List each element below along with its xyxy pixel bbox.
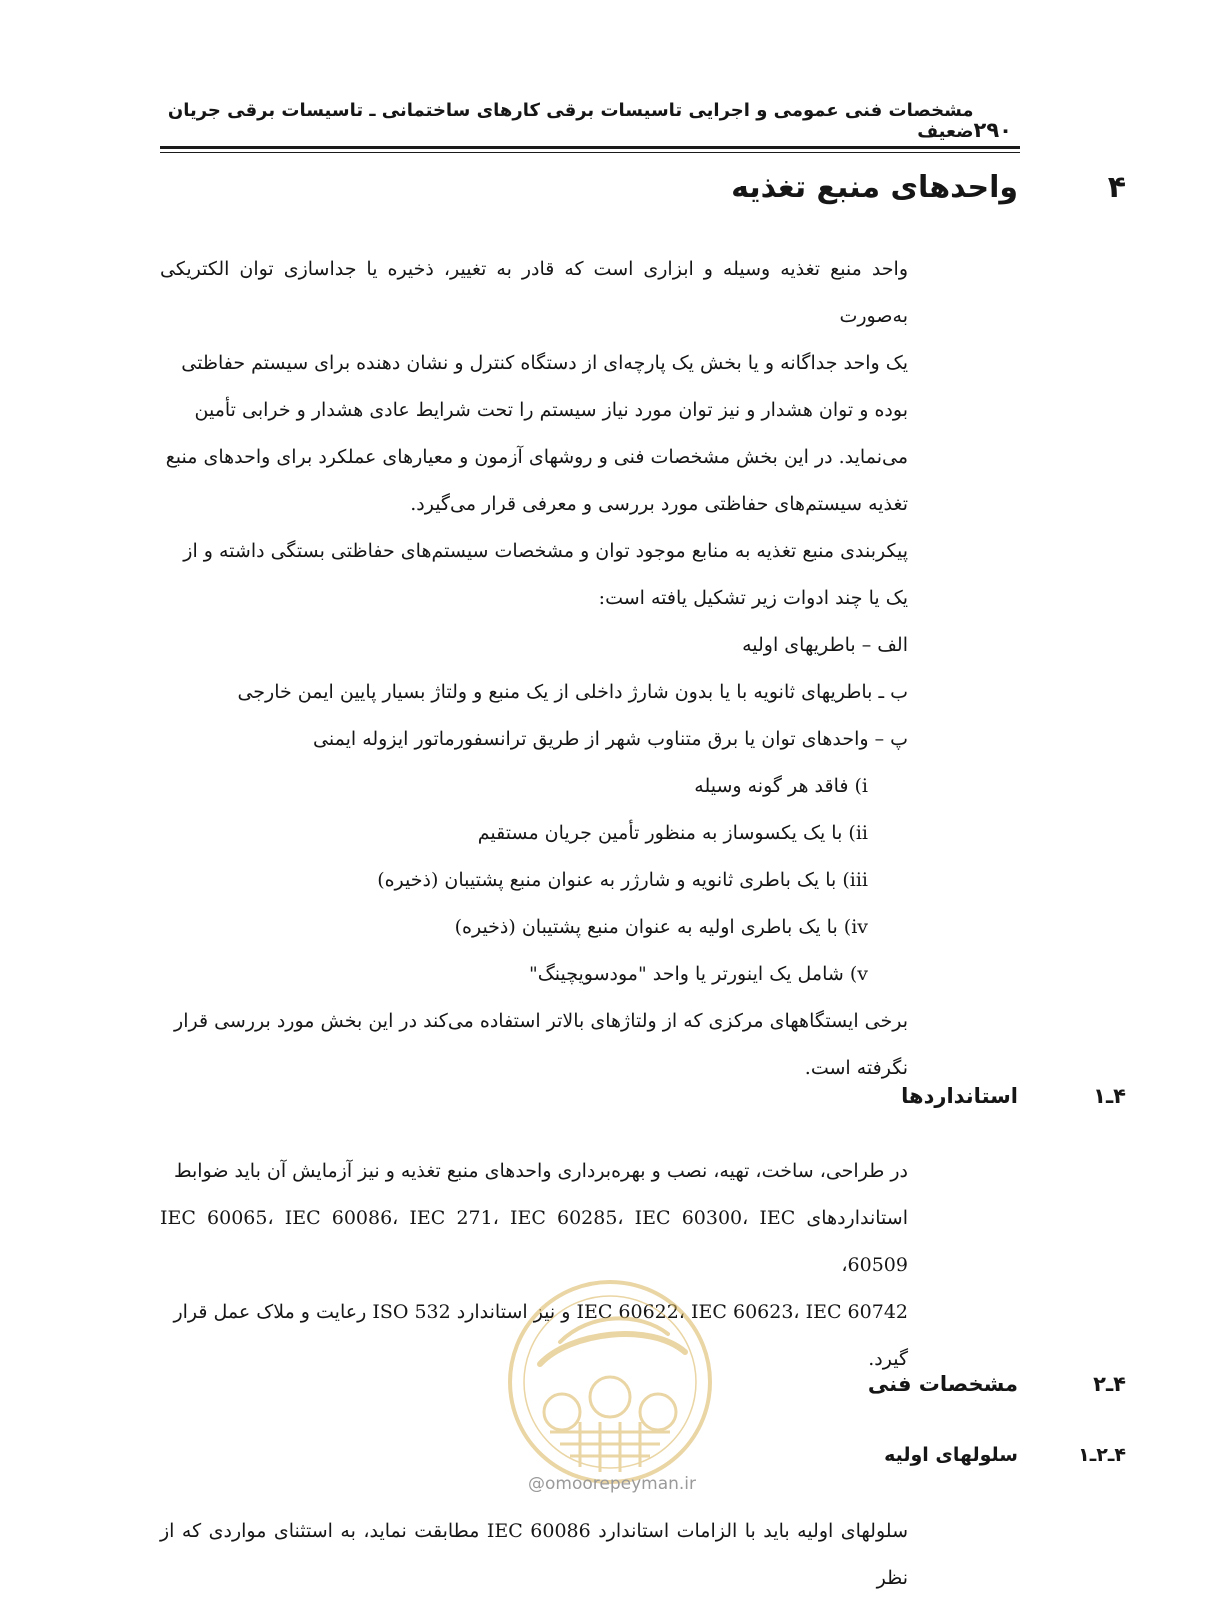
config-line: یک یا چند ادوات زیر تشکیل یافته است: bbox=[598, 587, 908, 609]
header-rule-thin bbox=[160, 152, 1020, 153]
subsection-number: ۴ـ۱ bbox=[1093, 1084, 1126, 1108]
page-number: ۲۹۰ bbox=[973, 118, 1012, 142]
sub-item: iv) با یک باطری اولیه به عنوان منبع پشتیبان (ذخیره) bbox=[454, 916, 868, 938]
intro-line: واحد منبع تغذیه وسیله و ابزاری است که قادر به تغییر، ذخیره یا جداسازی توان الکتریکی به‌صورت bbox=[160, 258, 908, 327]
subsection-title: سلولهای اولیه bbox=[884, 1444, 1018, 1466]
primary-cells-line: سلولهای اولیه باید با الزامات استاندارد IEC 60086 مطابقت نماید، به استثنای مواردی که از نظر bbox=[160, 1520, 908, 1589]
intro-line: بوده و توان هشدار و نیز توان مورد نیاز سیستم را تحت شرایط عادی هشدار و خرابی تأمین bbox=[194, 399, 908, 421]
subsection-heading-primary-cells bbox=[884, 1444, 1126, 1466]
list-item: الف – باطریهای اولیه bbox=[742, 634, 908, 656]
subsection-title: مشخصات فنی bbox=[867, 1372, 1018, 1396]
standards-line: در طراحی، ساخت، تهیه، نصب و بهره‌برداری واحدهای منبع تغذیه و نیز آزمایش آن باید ضوابط bbox=[173, 1160, 908, 1182]
intro-line: یک واحد جداگانه و یا بخش یک پارچه‌ای از دستگاه کنترل و نشان دهنده برای سیستم حفاظتی bbox=[181, 352, 908, 374]
running-header bbox=[160, 100, 1020, 142]
section-number: ۴ bbox=[1107, 170, 1126, 205]
section-heading bbox=[731, 170, 1126, 205]
sub-item: i) فاقد هر گونه وسیله bbox=[694, 775, 868, 797]
sub-item: ii) با یک یکسوساز به منظور تأمین جریان مستقیم bbox=[477, 822, 868, 844]
intro-paragraph bbox=[160, 246, 908, 1092]
section-title: واحدهای منبع تغذیه bbox=[731, 170, 1018, 205]
standards-line: IEC 60622، IEC 60623، IEC 60742 و نیز استاندارد ISO 532 رعایت و ملاک عمل قرار bbox=[173, 1301, 908, 1323]
intro-line: تغذیه سیستم‌های حفاظتی مورد بررسی و معرفی قرار می‌گیرد. bbox=[410, 493, 908, 515]
subsection-number: ۴ـ۲ bbox=[1093, 1372, 1126, 1396]
subsection-heading-standards bbox=[901, 1084, 1126, 1108]
running-title: مشخصات فنی عمومی و اجرایی تاسیسات برقی کارهای ساختمانی ـ تاسیسات برقی جریان ضعیف bbox=[167, 100, 974, 142]
primary-cells-paragraph bbox=[160, 1508, 908, 1602]
config-line: پیکربندی منبع تغذیه به منابع موجود توان و مشخصات سیستم‌های حفاظتی بستگی داشته و از bbox=[183, 540, 908, 562]
sub-item-list bbox=[160, 763, 908, 998]
list-item: ب ـ باطریهای ثانویه با یا بدون شارژ داخلی از یک منبع و ولتاژ بسیار پایین ایمن خارجی bbox=[237, 681, 908, 703]
sub-item: iii) با یک باطری ثانویه و شارژر به عنوان منبع پشتیبان (ذخیره) bbox=[377, 869, 868, 891]
closing-line: نگرفته است. bbox=[804, 1057, 908, 1079]
subsection-heading-specs bbox=[867, 1372, 1126, 1396]
closing-line: برخی ایستگاههای مرکزی که از ولتاژهای بالاتر استفاده می‌کند در این بخش مورد بررسی قرار bbox=[174, 1010, 908, 1032]
subsection-title: استانداردها bbox=[901, 1084, 1018, 1108]
sub-item: v) شامل یک اینورتر یا واحد "مودسویچینگ" bbox=[529, 963, 868, 985]
intro-line: می‌نماید. در این بخش مشخصات فنی و روشهای آزمون و معیارهای عملکرد برای واحدهای منبع bbox=[165, 446, 908, 468]
list-item: پ – واحدهای توان یا برق متناوب شهر از طریق ترانسفورماتور ایزوله ایمنی bbox=[313, 728, 908, 750]
standards-line: استانداردهای IEC 60065، IEC 60086، IEC 271، IEC 60285، IEC 60300، IEC 60509، bbox=[160, 1207, 908, 1276]
watermark-url: @omoorepeyman.ir bbox=[527, 1474, 697, 1494]
header-rule-thick bbox=[160, 146, 1020, 149]
watermark-seal-icon bbox=[500, 1272, 720, 1492]
standards-line: گیرد. bbox=[868, 1348, 908, 1370]
subsection-number: ۴ـ۲ـ۱ bbox=[1078, 1444, 1126, 1466]
